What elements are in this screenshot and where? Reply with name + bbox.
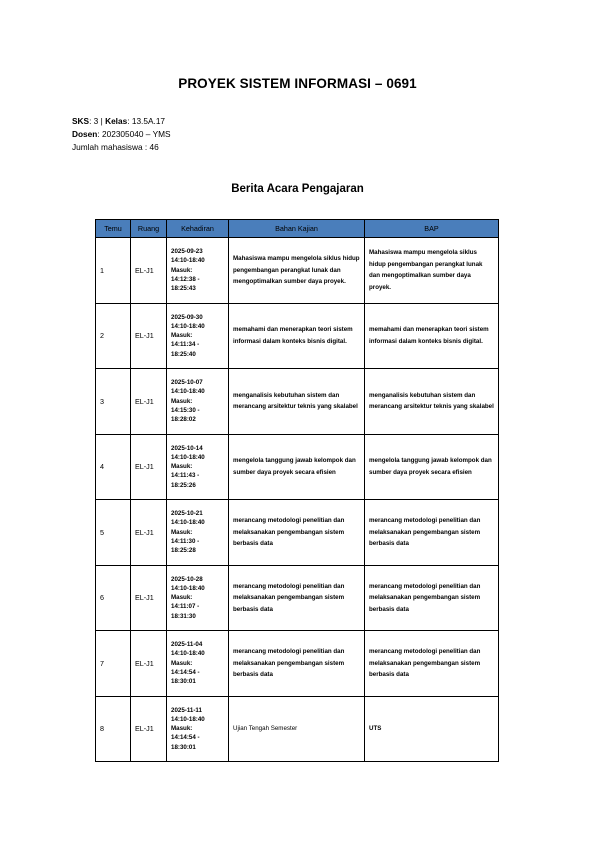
cell-bahan-kajian: Mahasiswa mampu mengelola siklus hidup pengembangan perangkat lunak dan mengoptimalkan sumber daya proyek.	[229, 238, 365, 304]
cell-ruang: EL-J1	[131, 631, 167, 697]
jumlah-mahasiswa: Jumlah mahasiswa : 46	[72, 142, 159, 152]
header-kehadiran: Kehadiran	[167, 220, 229, 238]
cell-kehadiran: 2025-10-07 14:10-18:40 Masuk: 14:15:30 - 18:28:02	[167, 369, 229, 435]
kelas-label: Kelas	[105, 116, 128, 126]
bap-table	[95, 219, 499, 762]
cell-ruang: EL-J1	[131, 565, 167, 631]
cell-kehadiran: 2025-09-23 14:10-18:40 Masuk: 14:12:38 - 18:25:43	[167, 238, 229, 304]
cell-bap: Mahasiswa mampu mengelola siklus hidup pengembangan perangkat lunak dan mengoptimalkan sumber daya proyek.	[365, 238, 499, 304]
dosen-label: Dosen	[72, 129, 98, 139]
kelas-value: : 13.5A.17	[127, 116, 166, 126]
cell-bahan-kajian: memahami dan menerapkan teori sistem informasi dalam konteks bisnis digital.	[229, 303, 365, 369]
cell-ruang: EL-J1	[131, 303, 167, 369]
header-bahan-kajian: Bahan Kajian	[229, 220, 365, 238]
table-row	[96, 369, 499, 435]
table-row	[96, 303, 499, 369]
dosen-line	[72, 128, 171, 141]
header-temu: Temu	[96, 220, 131, 238]
cell-bahan-kajian: merancang metodologi penelitian dan melaksanakan pengembangan sistem berbasis data	[229, 500, 365, 566]
cell-temu: 5	[96, 500, 131, 566]
cell-ruang: EL-J1	[131, 369, 167, 435]
table-row	[96, 565, 499, 631]
cell-bahan-kajian: Ujian Tengah Semester	[229, 696, 365, 762]
cell-bahan-kajian: menganalisis kebutuhan sistem dan merancang arsitektur teknis yang skalabel	[229, 369, 365, 435]
table-row	[96, 631, 499, 697]
sks-value: : 3	[89, 116, 99, 126]
cell-ruang: EL-J1	[131, 238, 167, 304]
cell-temu: 6	[96, 565, 131, 631]
cell-ruang: EL-J1	[131, 696, 167, 762]
header-bap: BAP	[365, 220, 499, 238]
header-ruang: Ruang	[131, 220, 167, 238]
cell-temu: 3	[96, 369, 131, 435]
table-row	[96, 434, 499, 500]
course-meta	[72, 115, 171, 154]
cell-kehadiran: 2025-11-11 14:10-18:40 Masuk: 14:14:54 - 18:30:01	[167, 696, 229, 762]
table-row	[96, 500, 499, 566]
cell-ruang: EL-J1	[131, 500, 167, 566]
cell-bap: memahami dan menerapkan teori sistem informasi dalam konteks bisnis digital.	[365, 303, 499, 369]
cell-kehadiran: 2025-11-04 14:10-18:40 Masuk: 14:14:54 - 18:30:01	[167, 631, 229, 697]
cell-bap: merancang metodologi penelitian dan melaksanakan pengembangan sistem berbasis data	[365, 565, 499, 631]
cell-bap: UTS	[365, 696, 499, 762]
meta-separator: |	[100, 116, 103, 126]
cell-temu: 1	[96, 238, 131, 304]
table-row	[96, 696, 499, 762]
cell-bap: merancang metodologi penelitian dan melaksanakan pengembangan sistem berbasis data	[365, 500, 499, 566]
cell-temu: 8	[96, 696, 131, 762]
dosen-value: : 202305040 – YMS	[97, 129, 171, 139]
cell-bap: merancang metodologi penelitian dan melaksanakan pengembangan sistem berbasis data	[365, 631, 499, 697]
cell-kehadiran: 2025-10-14 14:10-18:40 Masuk: 14:11:43 - 18:25:26	[167, 434, 229, 500]
section-subtitle: Berita Acara Pengajaran	[231, 183, 364, 195]
table-header-row	[96, 220, 499, 238]
cell-kehadiran: 2025-09-30 14:10-18:40 Masuk: 14:11:34 - 18:25:40	[167, 303, 229, 369]
cell-ruang: EL-J1	[131, 434, 167, 500]
sks-label: SKS	[72, 116, 90, 126]
table-row	[96, 238, 499, 304]
cell-temu: 4	[96, 434, 131, 500]
cell-bahan-kajian: merancang metodologi penelitian dan melaksanakan pengembangan sistem berbasis data	[229, 565, 365, 631]
cell-bahan-kajian: merancang metodologi penelitian dan melaksanakan pengembangan sistem berbasis data	[229, 631, 365, 697]
cell-bap: menganalisis kebutuhan sistem dan merancang arsitektur teknis yang skalabel	[365, 369, 499, 435]
document-title: PROYEK SISTEM INFORMASI – 0691	[178, 76, 417, 91]
cell-bap: mengelola tanggung jawab kelompok dan sumber daya proyek secara efisien	[365, 434, 499, 500]
sks-kelas-line	[72, 115, 171, 128]
cell-kehadiran: 2025-10-21 14:10-18:40 Masuk: 14:11:30 - 18:25:28	[167, 500, 229, 566]
cell-kehadiran: 2025-10-28 14:10-18:40 Masuk: 14:11:07 - 18:31:30	[167, 565, 229, 631]
cell-bahan-kajian: mengelola tanggung jawab kelompok dan sumber daya proyek secara efisien	[229, 434, 365, 500]
cell-temu: 7	[96, 631, 131, 697]
cell-temu: 2	[96, 303, 131, 369]
